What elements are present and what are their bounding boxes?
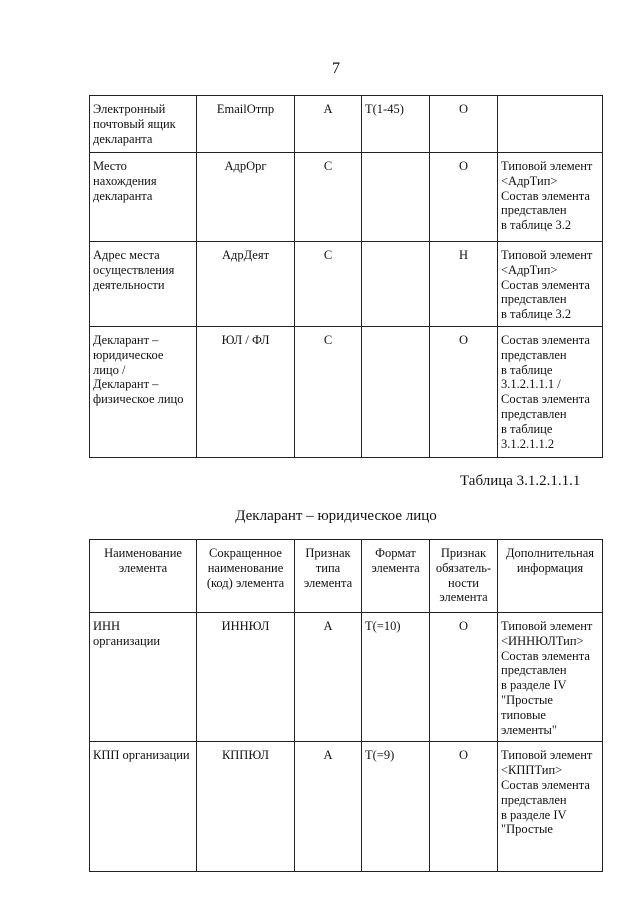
top-extra-cell-line: 3.1.2.1.1.2 (501, 436, 555, 451)
table-elements-continued (89, 95, 603, 458)
header-cell-line: Признак (305, 546, 351, 560)
bottom-extra-cell-line: представлен (501, 663, 567, 678)
top-type-cell (295, 153, 362, 242)
top-extra-cell-line: в таблице 3.2 (501, 218, 572, 233)
bottom-mandatory-cell (430, 613, 498, 742)
top-extra-cell-line: представлен (501, 292, 567, 307)
bottom-extra-cell-line: Типовой элемент (501, 619, 593, 633)
top-mandatory-cell (430, 96, 498, 153)
top-name-cell-line: юридическое (93, 347, 164, 362)
bottom-code-cell (197, 742, 295, 872)
bottom-extra-cell (498, 742, 603, 872)
top-extra-cell-line: представлен (501, 406, 567, 421)
top-type-cell (295, 96, 362, 153)
header-cell-line: информация (516, 560, 584, 575)
header-cell (498, 540, 603, 613)
top-name-cell-line: почтовый ящик (93, 116, 176, 131)
top-extra-cell (498, 96, 603, 153)
header-cell-line: ности (448, 575, 479, 590)
top-name-cell-line: декларанта (93, 188, 153, 203)
top-extra-cell-line: Состав элемента (501, 188, 590, 203)
top-code-cell-line: ЮЛ / ФЛ (221, 332, 270, 347)
top-extra-cell (498, 242, 603, 327)
top-name-cell (90, 242, 197, 327)
top-mandatory-cell (430, 242, 498, 327)
top-code-cell-line: АдрОрг (224, 159, 267, 173)
top-extra-cell-line: Типовой элемент (501, 159, 593, 173)
bottom-extra-cell-line: <КППТип> (501, 763, 563, 778)
table-declarant-legal-entity (89, 539, 603, 872)
top-type-cell-line: С (323, 332, 333, 347)
bottom-code-cell-line: ИННЮЛ (221, 619, 270, 633)
header-cell-line: Наименование (104, 546, 182, 560)
bottom-code-cell (197, 613, 295, 742)
header-cell (362, 540, 430, 613)
top-extra-cell-line: Состав элемента (501, 277, 590, 292)
header-cell-line: наименование (207, 560, 284, 575)
header-cell (90, 540, 197, 613)
top-name-cell (90, 96, 197, 153)
table-header-row (90, 540, 603, 613)
top-type-cell (295, 326, 362, 457)
top-code-cell (197, 242, 295, 327)
top-name-cell-line: Декларант – (93, 377, 159, 392)
bottom-name-cell (90, 742, 197, 872)
bottom-format-cell (362, 613, 430, 742)
top-format-cell (362, 96, 430, 153)
top-name-cell-line: декларанта (93, 131, 153, 146)
table-title: Декларант – юридическое лицо (235, 508, 437, 524)
top-extra-cell-line: в таблице (501, 421, 553, 436)
top-extra-cell-line: Состав элемента (501, 332, 590, 347)
bottom-extra-cell-line: Типовой элемент (501, 748, 593, 763)
top-extra-cell-line: в таблице 3.2 (501, 307, 572, 322)
header-cell-line: Признак (440, 546, 487, 560)
page-number: 7 (332, 60, 340, 77)
top-name-cell (90, 153, 197, 242)
bottom-extra-cell-line: "Простые (501, 822, 553, 837)
top-mandatory-cell-line: О (458, 332, 469, 347)
top-name-cell (90, 326, 197, 457)
bottom-extra-cell (498, 613, 603, 742)
header-cell-line: Формат (375, 546, 416, 560)
header-cell-line: (код) элемента (206, 575, 285, 590)
header-cell-line: элемента (371, 560, 420, 575)
bottom-name-cell (90, 613, 197, 742)
top-code-cell-line: EmailОтпр (216, 102, 275, 116)
bottom-type-cell (295, 613, 362, 742)
top-extra-cell-line: представлен (501, 203, 567, 218)
top-name-cell-line: физическое лицо (93, 392, 184, 407)
bottom-extra-cell-line: элементы" (501, 722, 558, 737)
top-extra-cell-line: <АдрТип> (501, 173, 558, 188)
bottom-type-cell-line: А (323, 748, 333, 763)
top-code-cell (197, 96, 295, 153)
top-type-cell (295, 242, 362, 327)
bottom-mandatory-cell-line: О (458, 619, 469, 633)
bottom-extra-cell-line: в разделе IV (501, 807, 567, 822)
bottom-code-cell-line: КППЮЛ (221, 748, 270, 763)
table-row (90, 613, 603, 742)
bottom-name-cell-line: организации (93, 633, 161, 648)
bottom-format-cell (362, 742, 430, 872)
table-row (90, 96, 603, 153)
top-extra-cell (498, 326, 603, 457)
bottom-extra-cell-line: в разделе IV (501, 678, 567, 693)
bottom-format-cell-line: T(=9) (365, 748, 395, 763)
top-name-cell-line: нахождения (93, 173, 157, 188)
bottom-extra-cell-line: <ИННЮЛТип> (501, 633, 584, 648)
table-caption: Таблица 3.1.2.1.1.1 (460, 473, 581, 489)
top-code-cell-line: АдрДеят (221, 248, 270, 262)
bottom-extra-cell-line: "Простые (501, 692, 553, 707)
header-cell-line: элемента (439, 590, 488, 605)
top-extra-cell-line: Состав элемента (501, 392, 590, 407)
bottom-mandatory-cell (430, 742, 498, 872)
top-name-cell-line: лицо / (93, 362, 126, 377)
bottom-type-cell-line: А (323, 619, 333, 633)
top-type-cell-line: С (323, 159, 333, 173)
top-format-cell-line: T(1-45) (365, 102, 404, 116)
top-mandatory-cell-line: Н (458, 248, 469, 262)
top-format-cell (362, 242, 430, 327)
bottom-name-cell-line: ИНН (93, 619, 121, 633)
header-cell (430, 540, 498, 613)
top-format-cell (362, 326, 430, 457)
bottom-extra-cell-line: типовые (501, 707, 546, 722)
top-extra-cell-line: <АдрТип> (501, 262, 558, 277)
header-cell-line: типа (315, 560, 341, 575)
top-extra-cell-line: представлен (501, 347, 567, 362)
top-extra-cell-line: 3.1.2.1.1.1 / (501, 377, 561, 392)
bottom-format-cell-line: T(=10) (365, 619, 401, 633)
header-cell-line: элемента (118, 560, 168, 575)
table-row (90, 242, 603, 327)
table-row (90, 742, 603, 872)
table-row (90, 153, 603, 242)
top-name-cell-line: Адрес места (93, 248, 160, 262)
top-name-cell-line: осуществления (93, 262, 175, 277)
top-mandatory-cell (430, 326, 498, 457)
header-cell-line: Дополнительная (505, 546, 595, 560)
header-cell-line: Сокращенное (209, 546, 282, 560)
top-mandatory-cell (430, 153, 498, 242)
bottom-extra-cell-line: Состав элемента (501, 777, 590, 792)
top-type-cell-line: А (323, 102, 333, 116)
header-cell (197, 540, 295, 613)
top-name-cell-line: Декларант – (93, 332, 159, 347)
top-format-cell (362, 153, 430, 242)
bottom-extra-cell-line: Состав элемента (501, 648, 590, 663)
top-code-cell (197, 153, 295, 242)
top-name-cell-line: Место (93, 159, 127, 173)
top-extra-cell (498, 153, 603, 242)
bottom-type-cell (295, 742, 362, 872)
top-name-cell-line: деятельности (93, 277, 165, 292)
top-name-cell-line: Электронный (93, 102, 166, 116)
header-cell (295, 540, 362, 613)
bottom-extra-cell-line: представлен (501, 792, 567, 807)
bottom-name-cell-line: КПП организации (93, 748, 190, 763)
bottom-mandatory-cell-line: О (458, 748, 469, 763)
header-cell-line: обязатель- (435, 560, 492, 575)
top-mandatory-cell-line: О (458, 159, 469, 173)
top-extra-cell-line: Типовой элемент (501, 248, 593, 262)
top-code-cell (197, 326, 295, 457)
header-cell-line: элемента (303, 575, 353, 590)
top-type-cell-line: С (323, 248, 333, 262)
table-row (90, 326, 603, 457)
top-extra-cell-line: в таблице (501, 362, 553, 377)
top-mandatory-cell-line: О (458, 102, 469, 116)
